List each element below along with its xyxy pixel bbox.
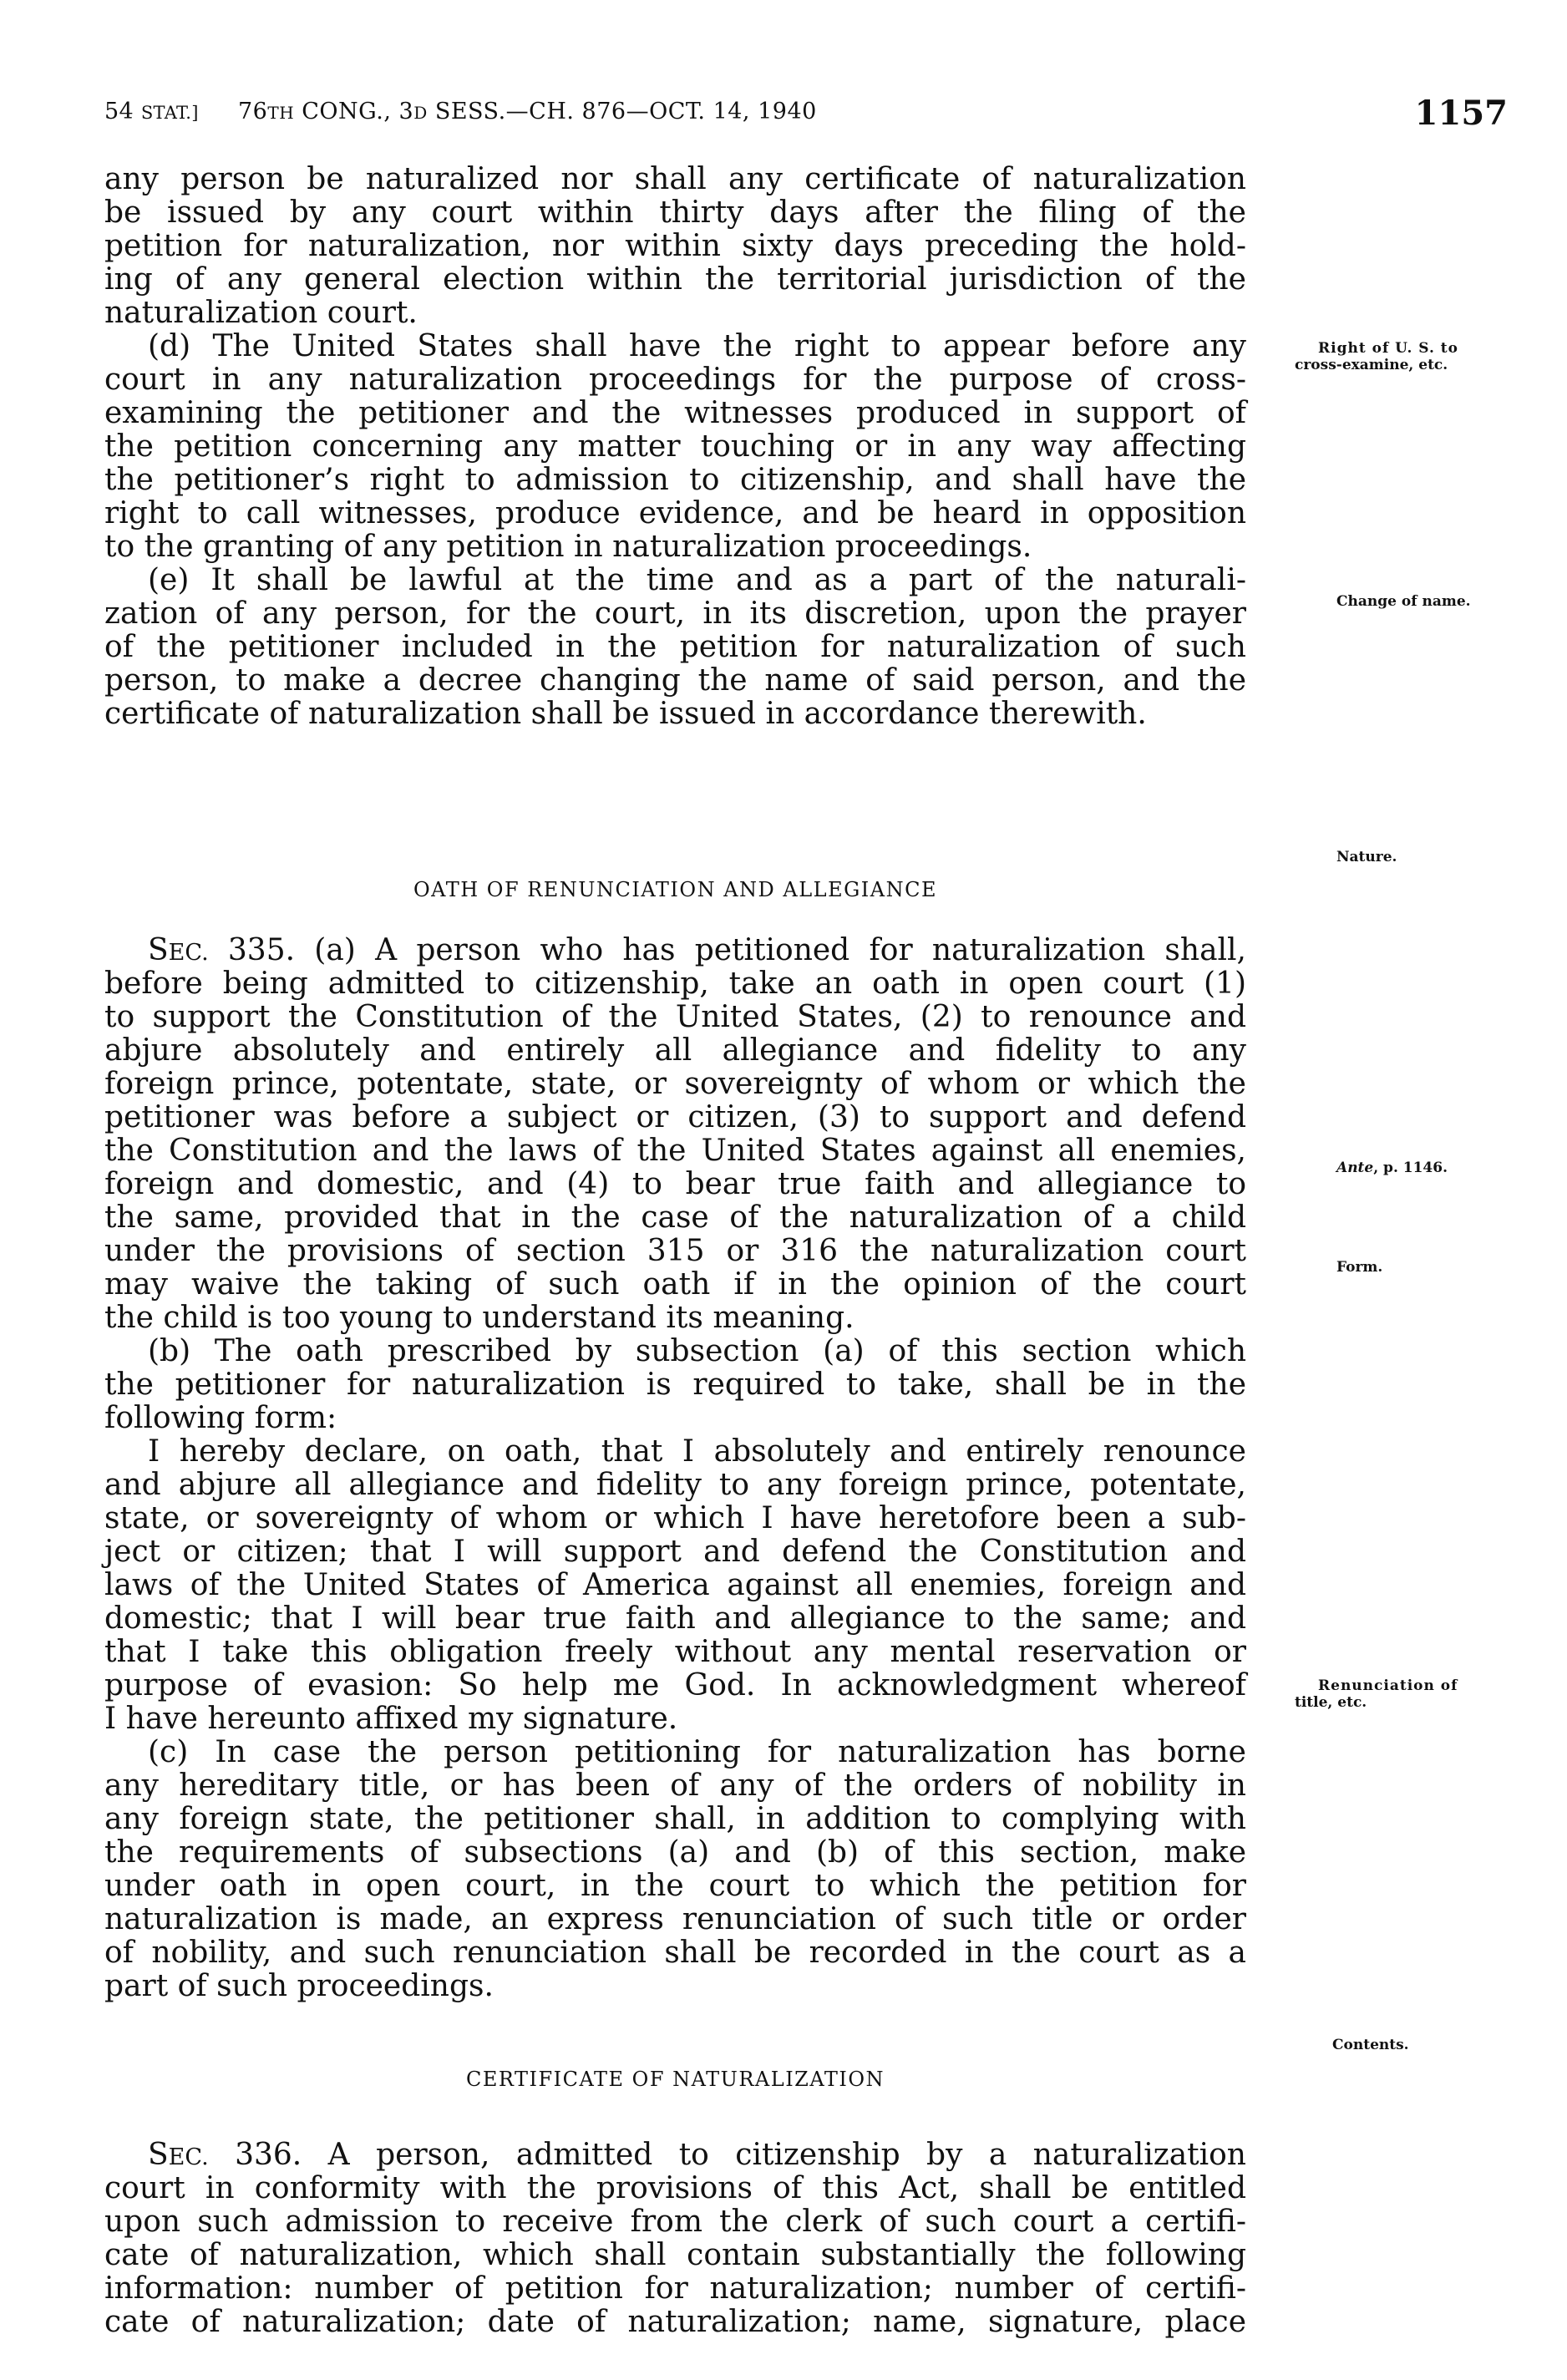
volume-citation: 54 STAT.]: [104, 99, 199, 124]
text-line: right to call witnesses, produce evidence, and be heard in opposition: [104, 496, 1246, 530]
text-line: to support the Constitution of the United States, (2) to renounce and: [104, 1000, 1246, 1034]
text-line: foreign prince, potentate, state, or sovereignty of whom or which the: [104, 1067, 1246, 1101]
text-line: of the petitioner included in the petition for naturalization of such: [104, 630, 1246, 664]
text-line: domestic; that I will bear true faith and allegiance to the same; and: [104, 1601, 1246, 1636]
margin-note-change-of-name: Change of name.: [1336, 593, 1471, 610]
text-line: zation of any person, for the court, in its discretion, upon the prayer: [104, 596, 1246, 631]
section-heading-certificate: CERTIFICATE OF NATURALIZATION: [465, 2068, 885, 2091]
text-line: cate of naturalization, which shall contain substantially the following: [104, 2238, 1246, 2272]
subsection-c-start: (c) In case the person petitioning for naturalization has borne: [148, 1735, 1246, 1769]
text-line: to the granting of any petition in naturalization proceedings.: [104, 530, 1032, 564]
text-line: the Constitution and the laws of the United States against all enemies,: [104, 1134, 1246, 1168]
subsection-d-start: (d) The United States shall have the right to appear before any: [148, 329, 1246, 363]
text-line: naturalization court.: [104, 296, 418, 330]
text-line: abjure absolutely and entirely all allegiance and fidelity to any: [104, 1033, 1246, 1068]
text-line: before being admitted to citizenship, take an oath in open court (1): [104, 967, 1246, 1001]
text-line: ject or citizen; that I will support and defend the Constitution and: [104, 1535, 1246, 1569]
margin-note-form: Form.: [1336, 1259, 1383, 1276]
text-line: petitioner was before a subject or citizen, (3) to support and defend: [104, 1100, 1246, 1134]
margin-note-nature: Nature.: [1336, 849, 1397, 865]
section-335-first-line: SEC. 335. (a) A person who has petitioned for naturalization shall,: [148, 933, 1246, 967]
text-line: certificate of naturalization shall be issued in accordance therewith.: [104, 697, 1147, 731]
text-line: of nobility, and such renunciation shall be recorded in the court as a: [104, 1936, 1246, 1970]
text-line: upon such admission to receive from the clerk of such court a certifi-: [104, 2205, 1246, 2239]
text-line: cate of naturalization; date of naturalization; name, signature, place: [104, 2305, 1246, 2339]
text-line: the petition concerning any matter touching or in any way affecting: [104, 429, 1246, 464]
margin-note-cross-examine: Right of U. S. to cross-examine, etc.: [1295, 340, 1458, 373]
text-line: any hereditary title, or has been of any of the orders of nobility in: [104, 1769, 1246, 1803]
text-line: state, or sovereignty of whom or which I have heretofore been a sub-: [104, 1501, 1246, 1535]
subsection-b-start: (b) The oath prescribed by subsection (a) of this section which: [148, 1334, 1246, 1368]
subsection-e-start: (e) It shall be lawful at the time and as a part of the naturali-: [148, 563, 1246, 597]
text-line: be issued by any court within thirty days after the filing of the: [104, 195, 1246, 230]
section-336-first-line: SEC. 336. A person, admitted to citizenship by a naturalization: [148, 2138, 1246, 2172]
volume-stat-label: STAT.]: [140, 103, 199, 123]
text-line: that I take this obligation freely without any mental reservation or: [104, 1635, 1246, 1669]
text-line: naturalization is made, an express renunciation of such title or order: [104, 1902, 1246, 1936]
text-line: any person be naturalized nor shall any certificate of naturalization: [104, 162, 1246, 196]
text-line: person, to make a decree changing the name of said person, and the: [104, 663, 1246, 698]
text-line: and abjure all allegiance and fidelity to any foreign prince, potentate,: [104, 1468, 1246, 1502]
page-number: 1157: [1414, 94, 1508, 133]
text-line: may waive the taking of such oath if in the opinion of the court: [104, 1267, 1246, 1302]
text-line: the requirements of subsections (a) and (b) of this section, make: [104, 1835, 1246, 1870]
text-line: any foreign state, the petitioner shall, in addition to complying with: [104, 1802, 1246, 1836]
text-line: court in any naturalization proceedings for the purpose of cross-: [104, 363, 1246, 397]
text-line: foreign and domestic, and (4) to bear true faith and allegiance to: [104, 1167, 1246, 1201]
text-line: laws of the United States of America against all enemies, foreign and: [104, 1568, 1246, 1602]
text-line: under the provisions of section 315 or 316 the naturalization court: [104, 1234, 1246, 1268]
margin-note-renunciation: Renunciation of title, etc.: [1295, 1677, 1458, 1711]
text-line: ing of any general election within the territorial jurisdiction of the: [104, 262, 1246, 297]
margin-note-contents: Contents.: [1332, 2037, 1409, 2053]
text-line: under oath in open court, in the court to which the petition for: [104, 1869, 1246, 1903]
oath-form-start: I hereby declare, on oath, that I absolutely and entirely renounce: [148, 1434, 1246, 1469]
text-line: the petitioner’s right to admission to citizenship, and shall have the: [104, 463, 1246, 497]
text-line: information: number of petition for naturalization; number of certifi-: [104, 2271, 1246, 2306]
text-line: I have hereunto affixed my signature.: [104, 1702, 678, 1736]
text-line: the petitioner for naturalization is required to take, shall be in the: [104, 1368, 1246, 1402]
text-line: petition for naturalization, nor within sixty days preceding the hold-: [104, 229, 1246, 263]
text-line: purpose of evasion: So help me God. In acknowledgment whereof: [104, 1668, 1246, 1703]
text-line: court in conformity with the provisions of this Act, shall be entitled: [104, 2171, 1246, 2205]
congress-session-title: 76TH CONG., 3D SESS.—CH. 876—OCT. 14, 1940: [238, 99, 817, 124]
section-heading-oath: OATH OF RENUNCIATION AND ALLEGIANCE: [413, 878, 937, 901]
text-line: following form:: [104, 1401, 337, 1435]
text-line: part of such proceedings.: [104, 1969, 494, 2003]
running-head: [104, 94, 1508, 133]
text-line: examining the petitioner and the witnesses produced in support of: [104, 396, 1246, 430]
text-line: the same, provided that in the case of the naturalization of a child: [104, 1200, 1246, 1235]
text-line: the child is too young to understand its meaning.: [104, 1301, 854, 1335]
margin-note-ante-reference: Ante, p. 1146.: [1336, 1160, 1448, 1176]
